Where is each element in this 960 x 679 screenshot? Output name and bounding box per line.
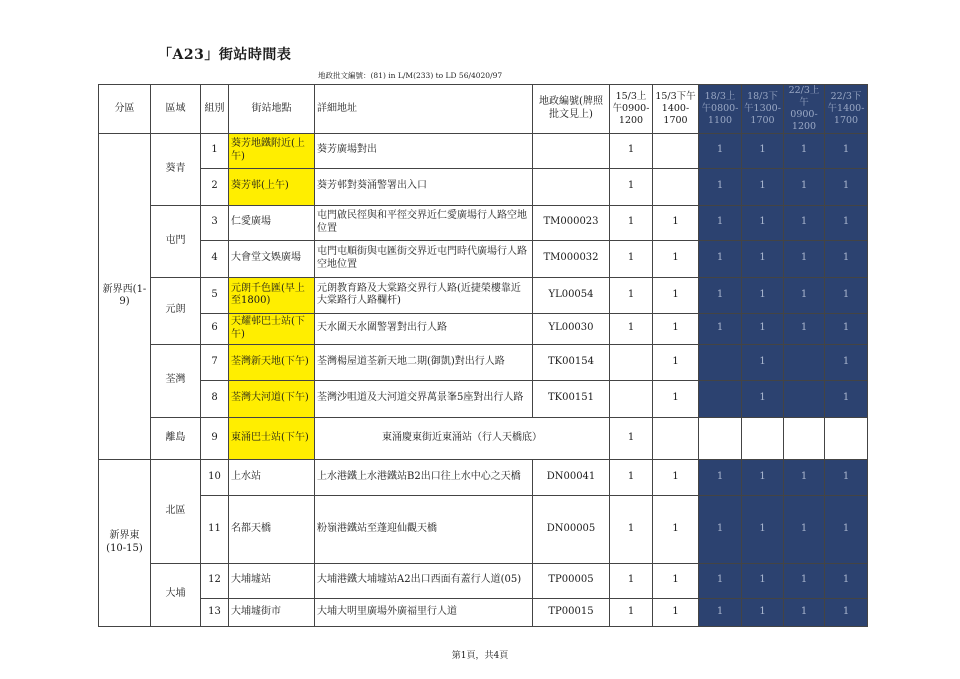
- table-row: [99, 168, 868, 205]
- address-cell: 屯門屯順街與屯匯街交界近屯門時代廣場行人路空地位置: [315, 240, 533, 277]
- group-no: 6: [201, 313, 229, 344]
- slot-cell: 1: [825, 380, 868, 417]
- location-cell: 東涌巴士站(下午): [229, 417, 315, 459]
- slot-cell: [699, 380, 742, 417]
- slot-cell: 1: [610, 495, 653, 563]
- address-cell: 元朗教育路及大棠路交界行人路(近捷榮樓靠近大棠路行人路欄杆): [315, 277, 533, 313]
- group-no: 1: [201, 133, 229, 168]
- slot-cell: 1: [784, 240, 825, 277]
- slot-cell: 1: [610, 417, 653, 459]
- slot-cell: [653, 133, 699, 168]
- slot-cell: 1: [742, 133, 784, 168]
- slot-cell: 1: [610, 277, 653, 313]
- slot-cell: 1: [742, 380, 784, 417]
- slot-cell: 1: [653, 344, 699, 380]
- slot-cell: 1: [699, 563, 742, 598]
- group-no: 8: [201, 380, 229, 417]
- address-cell: 天水圍天水圍警署對出行人路: [315, 313, 533, 344]
- slot-cell: 1: [610, 598, 653, 626]
- slot-cell: 1: [825, 168, 868, 205]
- slot-cell: 1: [784, 313, 825, 344]
- slot-cell: 1: [653, 277, 699, 313]
- lands-code: [533, 133, 610, 168]
- slot-cell: 1: [699, 168, 742, 205]
- slot-cell: 1: [610, 563, 653, 598]
- slot-cell: 1: [653, 313, 699, 344]
- group-no: 9: [201, 417, 229, 459]
- group-no: 11: [201, 495, 229, 563]
- slot-cell: 1: [653, 459, 699, 495]
- slot-cell: [653, 417, 699, 459]
- group-no: 5: [201, 277, 229, 313]
- slot-cell: 1: [784, 495, 825, 563]
- location-cell: 大會堂文娛廣場: [229, 240, 315, 277]
- slot-cell: 1: [610, 133, 653, 168]
- area-cell: 大埔: [151, 563, 201, 626]
- slot-cell: 1: [699, 459, 742, 495]
- slot-cell: 1: [699, 277, 742, 313]
- slot-cell: 1: [742, 344, 784, 380]
- address-cell: 屯門啟民徑與和平徑交界近仁愛廣場行人路空地位置: [315, 205, 533, 240]
- group-no: 2: [201, 168, 229, 205]
- table-row: [99, 459, 868, 495]
- lands-code: TP00015: [533, 598, 610, 626]
- table-row: [99, 598, 868, 626]
- slot-cell: [610, 380, 653, 417]
- district-cell: 新界西(1-9): [99, 133, 151, 459]
- slot-cell: 1: [653, 495, 699, 563]
- header-slot-5: 22/3上午0900-1200: [784, 85, 825, 134]
- lands-code: TK00154: [533, 344, 610, 380]
- district-cell: 新界東(10-15): [99, 459, 151, 626]
- header-address: 詳細地址: [315, 85, 533, 134]
- table-row: [99, 313, 868, 344]
- slot-cell: 1: [653, 598, 699, 626]
- area-cell: 北區: [151, 459, 201, 563]
- table-row: [99, 344, 868, 380]
- slot-cell: 1: [825, 598, 868, 626]
- location-cell: 葵芳邨(上午): [229, 168, 315, 205]
- slot-cell: [699, 417, 742, 459]
- header-slot-4: 18/3下午1300-1700: [742, 85, 784, 134]
- slot-cell: 1: [610, 240, 653, 277]
- group-no: 13: [201, 598, 229, 626]
- slot-cell: 1: [699, 313, 742, 344]
- table-row: [99, 380, 868, 417]
- area-cell: 荃灣: [151, 344, 201, 417]
- header-slot-1: 15/3上午0900-1200: [610, 85, 653, 134]
- page-footer: 第1頁，共4頁: [451, 651, 509, 661]
- slot-cell: 1: [699, 240, 742, 277]
- location-cell: 大埔墟街市: [229, 598, 315, 626]
- location-cell: 上水站: [229, 459, 315, 495]
- slot-cell: 1: [742, 598, 784, 626]
- slot-cell: [610, 344, 653, 380]
- slot-cell: 1: [825, 313, 868, 344]
- location-cell: 元朗千色匯(早上至1800): [229, 277, 315, 313]
- group-no: 7: [201, 344, 229, 380]
- slot-cell: 1: [742, 313, 784, 344]
- header-slot-2: 15/3下午1400-1700: [653, 85, 699, 134]
- slot-cell: 1: [784, 205, 825, 240]
- lands-code: DN00041: [533, 459, 610, 495]
- slot-cell: 1: [742, 277, 784, 313]
- slot-cell: 1: [825, 205, 868, 240]
- slot-cell: [699, 344, 742, 380]
- table-row: [99, 563, 868, 598]
- lands-code: DN00005: [533, 495, 610, 563]
- group-no: 4: [201, 240, 229, 277]
- slot-cell: 1: [653, 380, 699, 417]
- lands-code: YL00054: [533, 277, 610, 313]
- slot-cell: 1: [825, 344, 868, 380]
- location-cell: 名都天橋: [229, 495, 315, 563]
- table-row: [99, 133, 868, 168]
- slot-cell: [784, 344, 825, 380]
- slot-cell: 1: [610, 459, 653, 495]
- slot-cell: 1: [784, 133, 825, 168]
- header-group: 組別: [201, 85, 229, 134]
- header-area: 區域: [151, 85, 201, 134]
- slot-cell: 1: [742, 205, 784, 240]
- approval-number: 地政批文編號：(81) in L/M(233) to LD 56/4020/97: [318, 71, 503, 80]
- slot-cell: 1: [784, 459, 825, 495]
- header-district: 分區: [99, 85, 151, 134]
- group-no: 10: [201, 459, 229, 495]
- location-cell: 仁愛廣場: [229, 205, 315, 240]
- slot-cell: 1: [742, 168, 784, 205]
- slot-cell: 1: [825, 563, 868, 598]
- area-cell: 葵青: [151, 133, 201, 205]
- area-cell: 屯門: [151, 205, 201, 277]
- table-row: [99, 417, 868, 459]
- slot-cell: 1: [784, 563, 825, 598]
- lands-code: [533, 168, 610, 205]
- header-location: 街站地點: [229, 85, 315, 134]
- slot-cell: 1: [653, 240, 699, 277]
- address-cell: 東涌慶東街近東涌站（行人天橋底）: [315, 417, 610, 459]
- slot-cell: 1: [653, 205, 699, 240]
- address-cell: 大埔港鐵大埔墟站A2出口西面有蓋行人道(05): [315, 563, 533, 598]
- slot-cell: [784, 380, 825, 417]
- slot-cell: 1: [825, 495, 868, 563]
- slot-cell: 1: [784, 277, 825, 313]
- slot-cell: 1: [825, 133, 868, 168]
- table-row: [99, 240, 868, 277]
- slot-cell: 1: [784, 598, 825, 626]
- slot-cell: [653, 168, 699, 205]
- slot-cell: [742, 417, 784, 459]
- address-cell: 上水港鐵上水港鐵站B2出口往上水中心之天橋: [315, 459, 533, 495]
- slot-cell: 1: [699, 133, 742, 168]
- slot-cell: [784, 417, 825, 459]
- lands-code: TM000032: [533, 240, 610, 277]
- table-row: [99, 495, 868, 563]
- slot-cell: 1: [742, 563, 784, 598]
- table-row: [99, 205, 868, 240]
- slot-cell: 1: [825, 240, 868, 277]
- slot-cell: 1: [610, 168, 653, 205]
- page-title: 「A23」街站時間表: [158, 47, 292, 63]
- group-no: 12: [201, 563, 229, 598]
- lands-code: TM000023: [533, 205, 610, 240]
- location-cell: 大埔墟站: [229, 563, 315, 598]
- table-row: [99, 277, 868, 313]
- lands-code: YL00030: [533, 313, 610, 344]
- area-cell: 元朗: [151, 277, 201, 344]
- area-cell: 離島: [151, 417, 201, 459]
- slot-cell: 1: [784, 168, 825, 205]
- location-cell: 天耀邨巴士站(下午): [229, 313, 315, 344]
- header-slot-6: 22/3下午1400-1700: [825, 85, 868, 134]
- location-cell: 荃灣新天地(下午): [229, 344, 315, 380]
- address-cell: 粉嶺港鐵站至蓬迎仙觀天橋: [315, 495, 533, 563]
- address-cell: 荃灣沙咀道及大河道交界萬景峯5座對出行人路: [315, 380, 533, 417]
- address-cell: 葵芳邨對葵涌警署出入口: [315, 168, 533, 205]
- lands-code: TK00151: [533, 380, 610, 417]
- header-lands-no: 地政編號(牌照批文見上): [533, 85, 610, 134]
- slot-cell: 1: [610, 205, 653, 240]
- address-cell: 荃灣楊屋道荃新天地二期(御凱)對出行人路: [315, 344, 533, 380]
- slot-cell: 1: [825, 277, 868, 313]
- address-cell: 葵芳廣場對出: [315, 133, 533, 168]
- slot-cell: 1: [742, 495, 784, 563]
- location-cell: 葵芳地鐵附近(上午): [229, 133, 315, 168]
- schedule-table: [98, 84, 868, 627]
- location-cell: 荃灣大河道(下午): [229, 380, 315, 417]
- slot-cell: 1: [825, 459, 868, 495]
- lands-code: TP00005: [533, 563, 610, 598]
- slot-cell: 1: [742, 459, 784, 495]
- group-no: 3: [201, 205, 229, 240]
- slot-cell: 1: [653, 563, 699, 598]
- slot-cell: 1: [699, 495, 742, 563]
- slot-cell: 1: [699, 205, 742, 240]
- slot-cell: 1: [742, 240, 784, 277]
- slot-cell: [825, 417, 868, 459]
- address-cell: 大埔大明里廣場外廣福里行人道: [315, 598, 533, 626]
- slot-cell: 1: [699, 598, 742, 626]
- header-slot-3: 18/3上午0800-1100: [699, 85, 742, 134]
- header-row: [99, 85, 868, 134]
- slot-cell: 1: [610, 313, 653, 344]
